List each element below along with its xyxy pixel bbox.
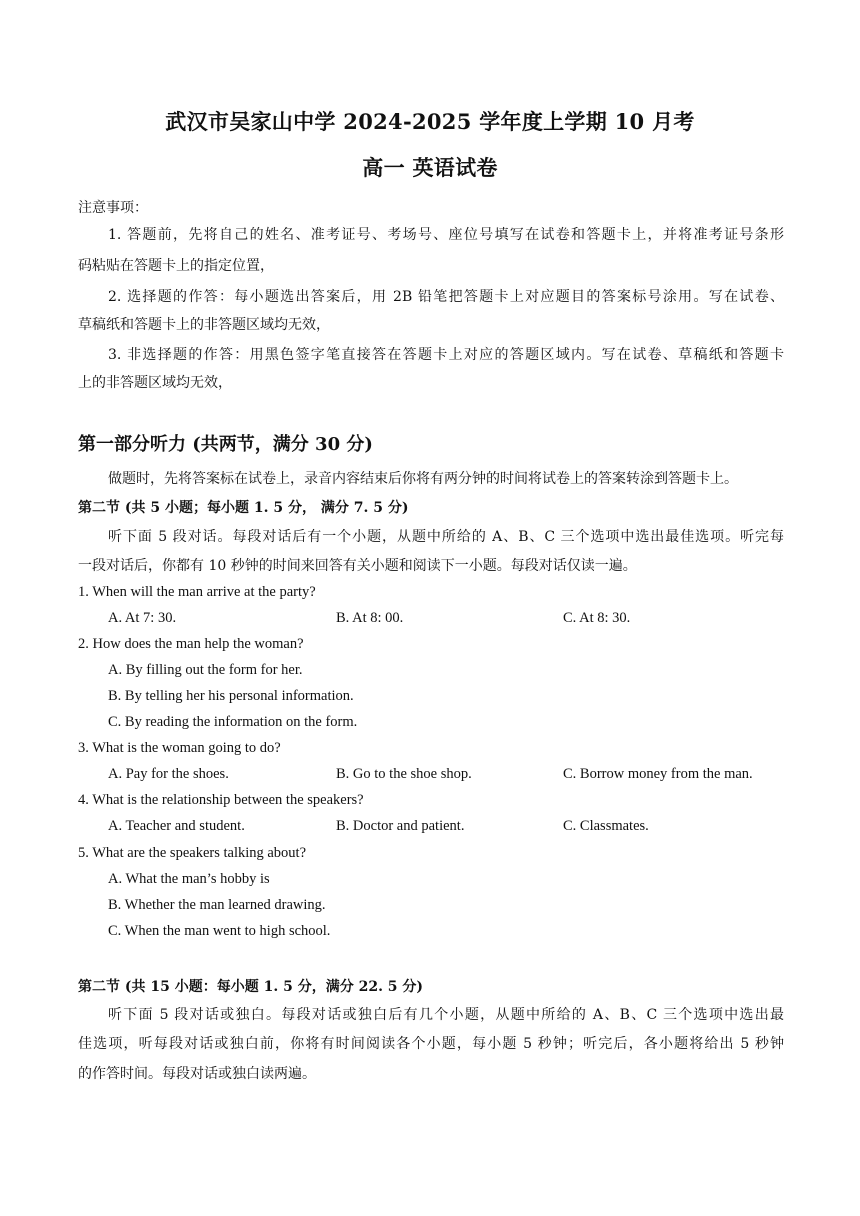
section2-intro-line-2: 佳选项，听每段对话或独白前，你将有时间阅读各个小题，每小题 5 秒钟；听完后，各小题将给出 5 秒钟 [78, 1036, 784, 1052]
exam-title: 武汉市吴家山中学 2024-2025 学年度上学期 10 月考 [165, 109, 695, 134]
notice-label: 注意事项： [78, 200, 148, 216]
exam-subtitle: 高一 英语试卷 [362, 155, 498, 180]
question-2-stem: 2. How does the man help the woman? [78, 636, 304, 652]
question-3-stem: 3. What is the woman going to do? [78, 740, 281, 756]
section2-intro-line-1: 听下面 5 段对话或独白。每段对话或独白后有几个小题，从题中所给的 A、B、C 三个选项中选出最 [108, 1007, 784, 1023]
question-3-option-b: B. Go to the shoe shop. [336, 766, 472, 782]
notice-item-2-line-1: 2. 选择题的作答：每小题选出答案后，用 2B 铅笔把答题卡上对应题目的答案标号涂用。写在试卷、 [108, 289, 784, 305]
question-1-option-b: B. At 8: 00. [336, 610, 404, 626]
notice-item-3-line-2: 上的非答题区域均无效， [78, 375, 232, 391]
question-5-stem: 5. What are the speakers talking about? [78, 845, 307, 861]
question-2-option-a: A. By filling out the form for her. [108, 662, 303, 678]
question-5-option-c: C. When the man went to high school. [108, 923, 331, 939]
question-2-option-c: C. By reading the information on the form. [108, 714, 358, 730]
question-5-option-a: A. What the man’s hobby is [108, 871, 270, 887]
notice-item-3-line-1: 3. 非选择题的作答：用黑色签字笔直接答在答题卡上对应的答题区域内。写在试卷、草稿纸和答题卡 [108, 347, 784, 363]
question-4-option-c: C. Classmates. [563, 818, 649, 834]
question-3-option-c: C. Borrow money from the man. [563, 766, 753, 782]
question-5-option-b: B. Whether the man learned drawing. [108, 897, 326, 913]
notice-item-1-line-2: 码粘贴在答题卡上的指定位置， [78, 258, 274, 274]
notice-item-1-line-1: 1. 答题前，先将自己的姓名、准考证号、考场号、座位号填写在试卷和答题卡上，并将准考证号条形 [108, 227, 784, 243]
part1-heading: 第一部分听力 (共两节，满分 30 分) [78, 434, 373, 455]
question-3-option-a: A. Pay for the shoes. [108, 766, 229, 782]
part1-intro: 做题时，先将答案标在试卷上，录音内容结束后你将有两分钟的时间将试卷上的答案转涂到答题卡上。 [108, 471, 738, 487]
section1-heading: 第二节 (共 5 小题；每小题 1. 5 分， 满分 7. 5 分) [78, 500, 409, 516]
question-4-stem: 4. What is the relationship between the speakers? [78, 792, 364, 808]
question-1-stem: 1. When will the man arrive at the party? [78, 584, 316, 600]
section2-intro-line-3: 的作答时间。每段对话或独白读两遍。 [78, 1066, 316, 1082]
question-4-option-a: A. Teacher and student. [108, 818, 245, 834]
question-1-option-c: C. At 8: 30. [563, 610, 631, 626]
notice-item-2-line-2: 草稿纸和答题卡上的非答题区域均无效， [78, 317, 330, 333]
section1-intro-line-2: 一段对话后，你都有 10 秒钟的时间来回答有关小题和阅读下一小题。每段对话仅读一遍。 [78, 558, 637, 574]
question-1-option-a: A. At 7: 30. [108, 610, 177, 626]
section1-intro-line-1: 听下面 5 段对话。每段对话后有一个小题，从题中所给的 A、B、C 三个选项中选出最佳选项。听完每 [108, 529, 784, 545]
section2-heading: 第二节 (共 15 小题：每小题 1. 5 分，满分 22. 5 分) [78, 979, 424, 995]
question-2-option-b: B. By telling her his personal information. [108, 688, 354, 704]
question-4-option-b: B. Doctor and patient. [336, 818, 465, 834]
